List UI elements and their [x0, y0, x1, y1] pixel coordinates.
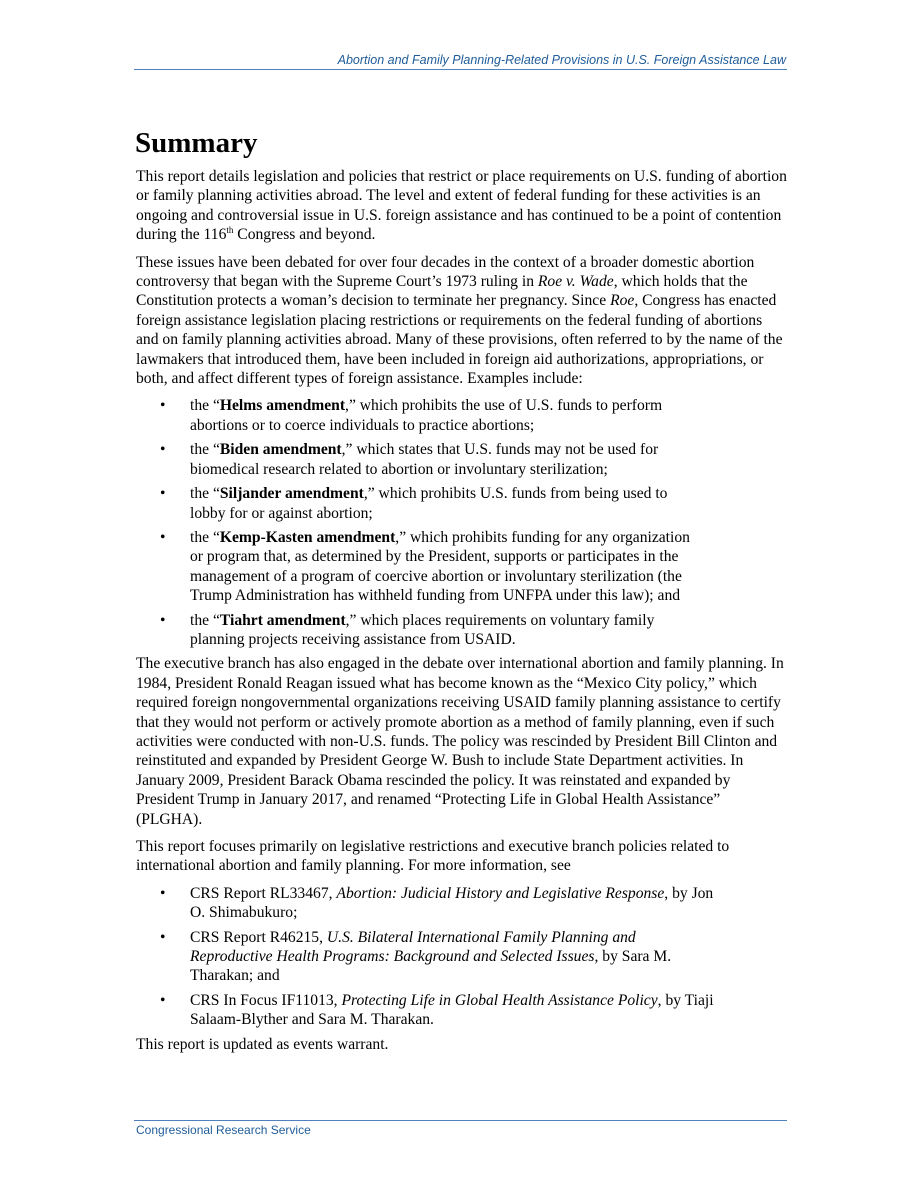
report-title-link[interactable]: U.S. Bilateral International Family Planning and Reproductive Health Programs: Background and Selected Issues — [190, 928, 636, 966]
bullet: • — [160, 528, 166, 546]
summary-section — [136, 122, 788, 1062]
bullet: • — [160, 485, 166, 503]
list-item — [136, 884, 788, 923]
context-paragraph — [136, 253, 788, 389]
amendment-name: Kemp-Kasten amendment — [219, 528, 396, 546]
list-item — [136, 991, 788, 1030]
amendments-list — [136, 396, 788, 649]
item-prefix: the “ — [190, 397, 220, 415]
item-description: ,” which prohibits the use of U.S. funds to perform abortions or to coerce individuals to practice abortions; — [190, 397, 663, 434]
bullet: • — [160, 441, 166, 459]
executive-branch-paragraph: The executive branch has also engaged in the debate over international abortion and family planning. In 1984, President Ronald Reagan issued what has become known as the “Mexico City policy,” which required foreign nongovernmental organizations receiving USAID family planning assistance to certify that they would not perform or actively promote abortion as a method of family planning, even if such activities were conducted with non-U.S. funds. The policy was rescinded by President Bill Clinton and reinstituted and expanded by President George W. Bush to include State Department activities. In January 2009, President Barack Obama rescinded the policy. It was reinstated and expanded by President Trump in January 2017, and renamed “Protecting Life in Global Health Assistance” (PLGHA). — [136, 655, 784, 828]
amendment-name: Helms amendment — [219, 397, 346, 415]
context-text-b: , which holds that the Constitution protects a woman’s decision to terminate her pregnancy. Since — [136, 273, 748, 310]
report-number: CRS Report RL33467, — [190, 884, 337, 902]
bullet: • — [160, 884, 166, 902]
item-prefix: the “ — [190, 528, 220, 546]
intro-text-end: Congress and beyond. — [233, 226, 376, 244]
list-item — [136, 611, 788, 650]
footer-org: Congressional Research Service — [136, 1123, 311, 1137]
footer-rule — [134, 1120, 787, 1121]
bullet: • — [160, 397, 166, 415]
list-item — [136, 484, 788, 523]
item-description: ,” which prohibits funding for any organization or program that, as determined by the President, supports or participates in the management of a program of coercive abortion or involuntary sterilization (the Trump Administration has withheld funding from UNFPA under this law); and — [190, 528, 690, 605]
context-text-c: , Congress has enacted foreign assistance legislation placing restrictions or requirements on the federal funding of abortions and on family planning activities abroad. Many of these provisions, often referred to by the name of the lawmakers that introduced them, have been included in foreign aid authorizations, appropriations, or both, and affect different types of foreign assistance. Examples include: — [136, 292, 783, 388]
running-header-title: Abortion and Family Planning-Related Provisions in U.S. Foreign Assistance Law — [337, 53, 786, 67]
item-prefix: the “ — [190, 441, 220, 459]
report-title-link[interactable]: Protecting Life in Global Health Assistance Policy — [341, 991, 658, 1009]
case-short-name: Roe — [610, 292, 635, 310]
report-author: , by Tiaji Salaam-Blyther and Sara M. Tharakan. — [190, 991, 714, 1029]
intro-text: This report details legislation and policies that restrict or place requirements on U.S. funding of abortion or family planning activities abroad. The level and extent of federal funding for these activities is an ongoing and controversial issue in U.S. foreign assistance and has continued to be a point of contention during the 116 — [136, 168, 787, 244]
report-title-link[interactable]: Abortion: Judicial History and Legislative Response — [336, 884, 665, 902]
list-item — [136, 928, 788, 986]
amendment-name: Biden amendment — [219, 441, 342, 459]
report-author: , by Jon O. Shimabukuro; — [190, 884, 714, 922]
case-name: Roe v. Wade — [537, 273, 614, 291]
update-note: This report is updated as events warrant. — [136, 1035, 389, 1053]
amendment-name: Tiahrt amendment — [219, 611, 346, 629]
list-item — [136, 440, 788, 479]
intro-paragraph — [136, 167, 788, 245]
item-description: ,” which states that U.S. funds may not be used for biomedical research related to abortion or involuntary sterilization; — [190, 441, 659, 478]
list-item — [136, 528, 788, 606]
header-rule — [134, 69, 787, 70]
amendment-name: Siljander amendment — [219, 485, 364, 503]
focus-paragraph: This report focuses primarily on legislative restrictions and executive branch policies related to international abortion and family planning. For more information, see — [136, 838, 730, 875]
references-list — [136, 884, 788, 1030]
bullet: • — [160, 611, 166, 629]
report-author: , by Sara M. Tharakan; and — [190, 948, 672, 985]
list-item — [136, 396, 788, 435]
item-description: ,” which prohibits U.S. funds from being used to lobby for or against abortion; — [190, 485, 668, 522]
page-title: Summary — [135, 127, 258, 159]
item-prefix: the “ — [190, 485, 220, 503]
context-text-a: These issues have been debated for over four decades in the context of a broader domestic abortion controversy that began with the Supreme Court’s 1973 ruling in — [136, 253, 755, 291]
item-prefix: the “ — [190, 611, 220, 629]
bullet: • — [160, 928, 166, 946]
ordinal-suffix: th — [226, 225, 234, 236]
item-description: ,” which places requirements on voluntary family planning projects receiving assistance from USAID. — [190, 611, 655, 648]
report-number: CRS In Focus IF11013, — [190, 991, 342, 1009]
report-number: CRS Report R46215, — [190, 928, 327, 946]
bullet: • — [160, 991, 166, 1009]
